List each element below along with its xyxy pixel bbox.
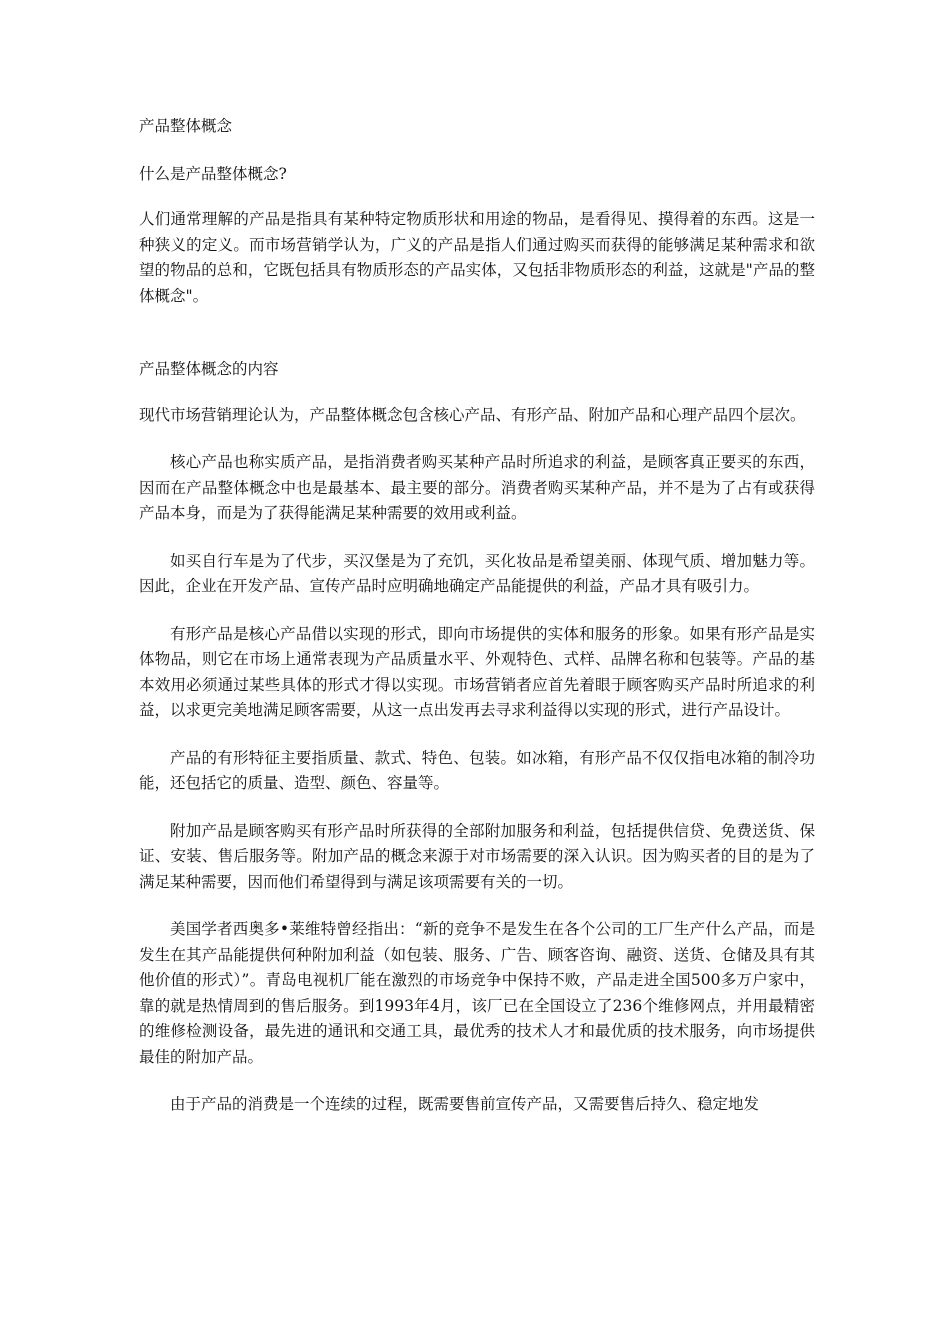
core-product-paragraph: 核心产品也称实质产品，是指消费者购买某种产品时所追求的利益，是顾客真正要买的东西，因而在产品整体概念中也是最基本、最主要的部分。消费者购买某种产品，并不是为了占有或获得产品本身，而是为了获得能满足某种需要的效用或利益。 <box>139 453 815 522</box>
levitt-quote-paragraph: 美国学者西奥多•莱维特曾经指出：“新的竞争不是发生在各个公司的工厂生产什么产品，而是发生在其产品能提供何种附加利益（如包装、服务、广告、顾客咨询、融资、送货、仓储及具有其他价值的形式）”。青岛电视机厂能在激烈的市场竞争中保持不败，产品走进全国500多万户家中，靠的就是热情周到的售后服务。到1993年4月，该厂已在全国设立了236个维修网点，并用最精密的维修检测设备，最先进的通讯和交通工具，最优秀的技术人才和最优质的技术服务，向市场提供最佳的附加产品。 <box>139 920 815 1066</box>
definition-paragraph: 人们通常理解的产品是指具有某种特定物质形状和用途的物品，是看得见、摸得着的东西。这是一种狭义的定义。而市场营销学认为，广义的产品是指人们通过购买而获得的能够满足某种需求和欲望的物品的总和，它既包括具有物质形态的产品实体，又包括非物质形态的利益，这就是"产品的整体概念"。 <box>139 210 815 305</box>
document-title: 产品整体概念 <box>139 117 233 135</box>
consumption-paragraph: 由于产品的消费是一个连续的过程，既需要售前宣传产品，又需要售后持久、稳定地发 <box>170 1095 760 1113</box>
tangible-features-paragraph: 产品的有形特征主要指质量、款式、特色、包装。如冰箱，有形产品不仅仅指电冰箱的制冷功能，还包括它的质量、造型、颜色、容量等。 <box>139 748 815 792</box>
question-heading: 什么是产品整体概念? <box>139 164 287 183</box>
augmented-product-paragraph: 附加产品是顾客购买有形产品时所获得的全部附加服务和利益，包括提供信贷、免费送货、保证、安装、售后服务等。附加产品的概念来源于对市场需要的深入认识。因为购买者的目的是为了满足某种需要，因而他们希望得到与满足该项需要有关的一切。 <box>139 821 815 891</box>
document-page <box>139 114 815 1118</box>
section-heading: 产品整体概念的内容 <box>139 360 279 378</box>
intro-paragraph: 现代市场营销理论认为，产品整体概念包含核心产品、有形产品、附加产品和心理产品四个层次。 <box>139 405 806 424</box>
example-paragraph: 如买自行车是为了代步，买汉堡是为了充饥，买化妆品是希望美丽、体现气质、增加魅力等。因此，企业在开发产品、宣传产品时应明确地确定产品能提供的利益，产品才具有吸引力。 <box>139 551 815 595</box>
tangible-product-paragraph: 有形产品是核心产品借以实现的形式，即向市场提供的实体和服务的形象。如果有形产品是实体物品，则它在市场上通常表现为产品质量水平、外观特色、式样、品牌名称和包装等。产品的基本效用必须通过某些具体的形式才得以实现。市场营销者应首先着眼于顾客购买产品时所追求的利益，以求更完美地满足顾客需要，从这一点出发再去寻求利益得以实现的形式，进行产品设计。 <box>139 624 815 719</box>
